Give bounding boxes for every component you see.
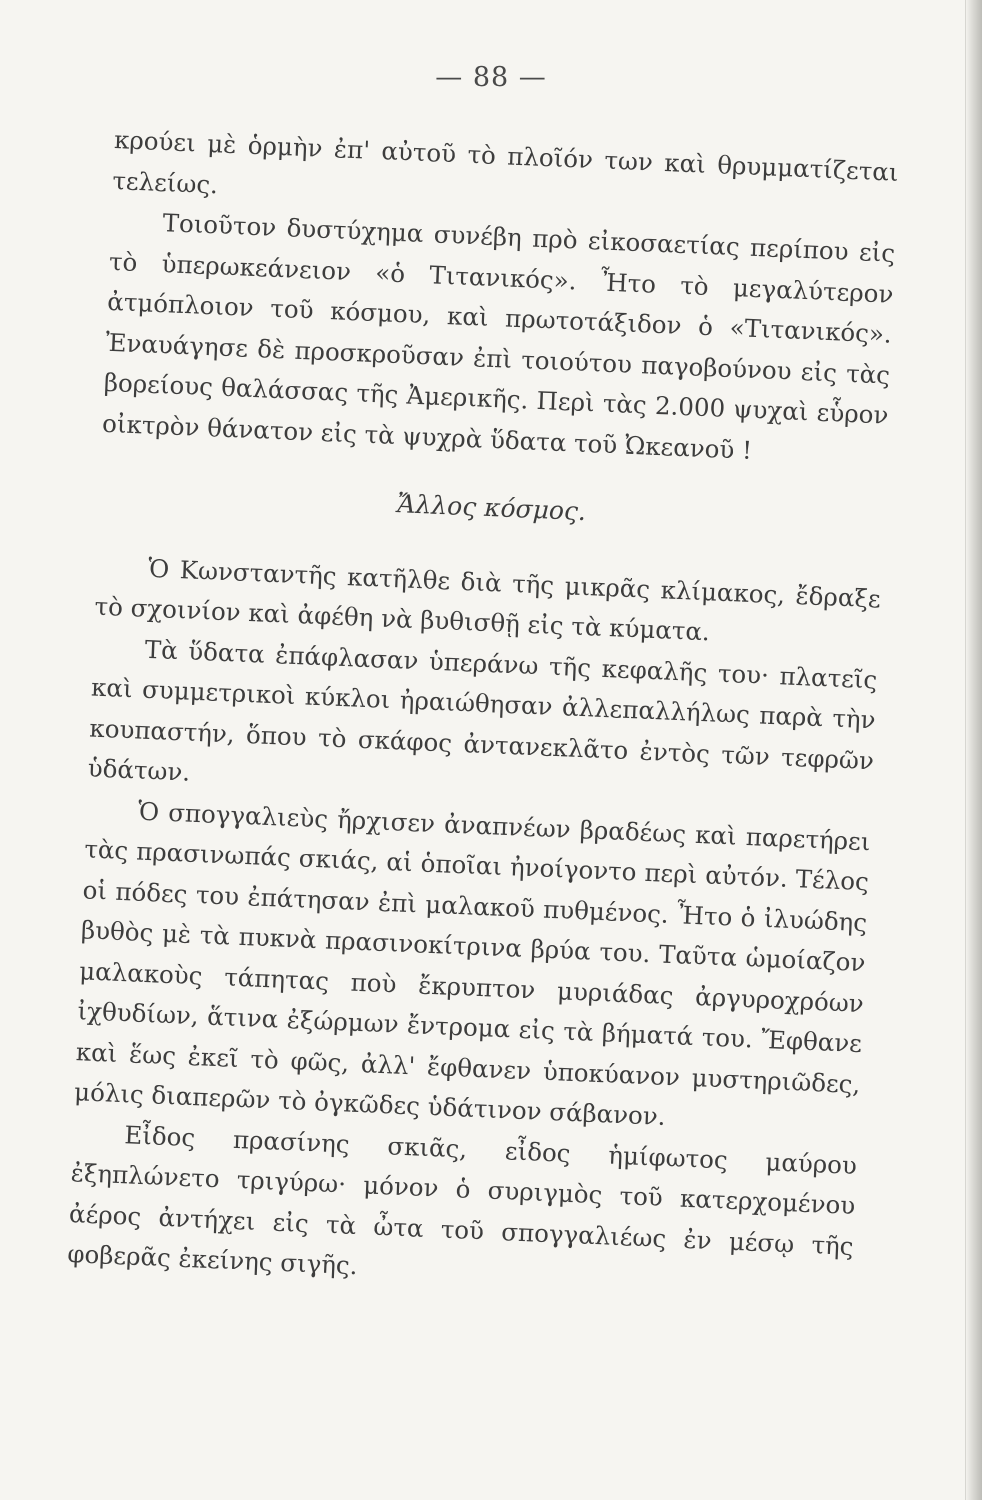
page-edge bbox=[966, 0, 982, 1500]
paragraph-6: Εἶδος πρασίνης σκιᾶς, εἶδος ἡμίφωτος μαύρου ἐξηπλώνετο τριγύρω· μόνον ὁ συριγμὸς τοῦ κατερχομένου ἀέρος ἀντήχει εἰς τὰ ὦτα τοῦ σπογγαλιέως ἐν μέσῳ τῆς φοβερᾶς ἐκείνης σιγῆς. bbox=[66, 1119, 858, 1281]
section-title: Ἄλλος κόσμος. bbox=[396, 489, 587, 527]
page-number: — 88 — bbox=[435, 62, 547, 93]
paragraph-4: Τὰ ὕδατα ἐπάφλασαν ὑπεράνω τῆς κεφαλῆς του· πλατεῖς καὶ συμμετρικοὶ κύκλοι ἠραιώθησαν ἀλλεπαλλήλως παρὰ τὴν κουπαστήν, ὅπου τὸ σκάφος ἀντανεκλᾶτο ἐντὸς τῶν τεφρῶν ὑδάτων. bbox=[87, 634, 878, 787]
paragraph-3: Ὁ Κωνσταντῆς κατῆλθε διὰ τῆς μικρᾶς κλίμακος, ἔδραξε τὸ σχοινίον καὶ ἀφέθη νὰ βυθισθῇ εἰς τὰ κύματα. bbox=[94, 553, 882, 647]
paragraph-5: Ὁ σπογγαλιεὺς ἤρχισεν ἀναπνέων βραδέως καὶ παρετήρει τὰς πρασινωπάς σκιάς, αἱ ὁποῖαι ἠνοίγοντο περὶ αὐτόν. Τέλος οἱ πόδες του ἐπάτησαν ἐπὶ μαλακοῦ πυθμένος. Ἦτο ὁ ἰλυώδης βυθὸς μὲ τὰ πυκνὰ πρασινοκίτρινα βρύα του. Ταῦτα ὡμοίαζον μαλακοὺς τάπητας ποὺ ἔκρυπτον μυριάδας ἀργυροχρόων ἰχθυδίων, ἅτινα ἐξώρμων ἔντρομα εἰς τὰ βήματά του. Ἔφθανε καὶ ἕως ἐκεῖ τὸ φῶς, ἀλλ' ἔφθανεν ὑποκύανον μυστηριῶδες, μόλις διαπερῶν τὸ ὀγκῶδες ὑδάτινον σάβανον. bbox=[73, 796, 872, 1131]
paragraph-1: κρούει μὲ ὁρμὴν ἐπ' αὐτοῦ τὸ πλοῖόν των καὶ θρυμματίζεται τελείως. bbox=[111, 124, 900, 199]
paragraph-2: Τοιοῦτον δυστύχημα συνέβη πρὸ εἰκοσαετίας περίπου εἰς τὸ ὑπερωκεάνειον «ὁ Τιτανικός». Ἦτο τὸ μεγαλύτερον ἀτμόπλοιον τοῦ κόσμου, καὶ πρωτοτάξιδον ὁ «Τιτανικός». Ἐναυάγησε δὲ προσκροῦσαν ἐπὶ τοιούτου παγοβούνου εἰς τὰς βορείους θαλάσσας τῆς Ἀμερικῆς. Περὶ τὰς 2.000 ψυχαὶ εὗρον οἰκτρὸν θάνατον εἰς τὰ ψυχρὰ ὕδατα τοῦ Ὠκεανοῦ ! bbox=[101, 208, 896, 465]
body-text bbox=[67, 120, 900, 1307]
